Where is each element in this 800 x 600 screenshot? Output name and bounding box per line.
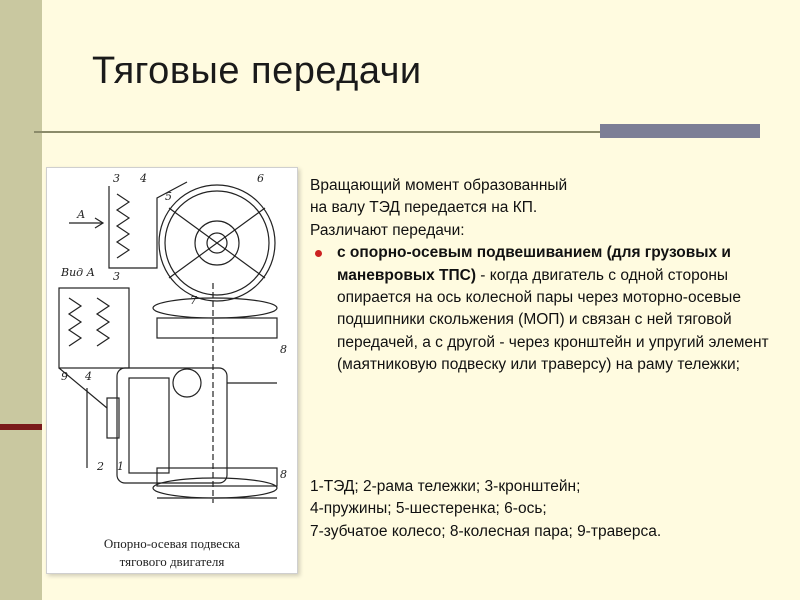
left-decor-stripe (0, 0, 42, 600)
bullet-dot-icon (315, 250, 322, 257)
bullet-bold-text: с опорно-осевым подвешиванием (для грузовых и маневровых ТПС) (337, 244, 731, 284)
view-a-bracket (59, 288, 129, 368)
motor-housing (129, 378, 169, 473)
part-number-8-top: 8 (280, 343, 287, 356)
intro-line-1: Вращающий момент образованный (310, 177, 568, 194)
title-rule-bar (600, 124, 760, 138)
technical-drawing (47, 168, 297, 573)
arrow-a-label: А (77, 208, 86, 221)
part-number-1: 1 (117, 460, 124, 473)
intro-line-2: на валу ТЭД передается на КП. (310, 199, 538, 217)
part-number-4-top: 4 (140, 172, 147, 185)
part-number-4-mid: 4 (85, 370, 92, 383)
part-number-8-bottom: 8 (280, 468, 287, 481)
legend-line-1: 1-ТЭД; 2-рама тележки; 3-кронштейн; (310, 478, 581, 495)
spring-top (117, 194, 129, 258)
wheel-rim-top (157, 318, 277, 338)
spring-view-a-1 (69, 298, 81, 346)
legend-line-3: 7-зубчатое колесо; 8-колесная пара; 9-траверса. (310, 522, 662, 540)
part-number-5: 5 (165, 190, 172, 203)
view-a-label: Вид А (61, 266, 95, 279)
part-number-7: 7 (190, 294, 197, 307)
body-text (310, 175, 770, 377)
part-number-2: 2 (97, 460, 104, 473)
motor-bearing (173, 369, 201, 397)
traction-motor (117, 368, 227, 483)
spring-view-a-2 (97, 298, 109, 346)
parts-legend (310, 476, 780, 543)
figure-caption-line2: тягового двигателя (119, 554, 225, 569)
part-number-3-mid: 3 (113, 270, 120, 283)
part-number-6: 6 (257, 172, 264, 185)
motor-suspension-figure (46, 167, 298, 574)
part-number-3-top: 3 (113, 172, 120, 185)
figure-caption-line1: Опорно-осевая подвеска (103, 536, 241, 551)
stripe-accent (0, 424, 42, 430)
bullet-rest-text: - когда двигатель с одной стороны опирается на ось колесной пары через моторно-осевые подшипники скольжения (МОП) и связан с ней тяговой передачей, а с другой - через кронштейн и упругий элемент (маятниковую подвеску или траверсу) на раму тележки; (337, 266, 769, 374)
part-number-9: 9 (61, 370, 68, 383)
legend-line-2: 4-пружины; 5-шестеренка; 6-ось; (310, 500, 547, 518)
wheelset-bottom (153, 478, 277, 498)
title-rule (34, 131, 600, 133)
intro-line-3: Различают передачи: (310, 221, 465, 239)
slide-title: Тяговые передачи (92, 50, 422, 92)
bullet-item (310, 242, 770, 376)
